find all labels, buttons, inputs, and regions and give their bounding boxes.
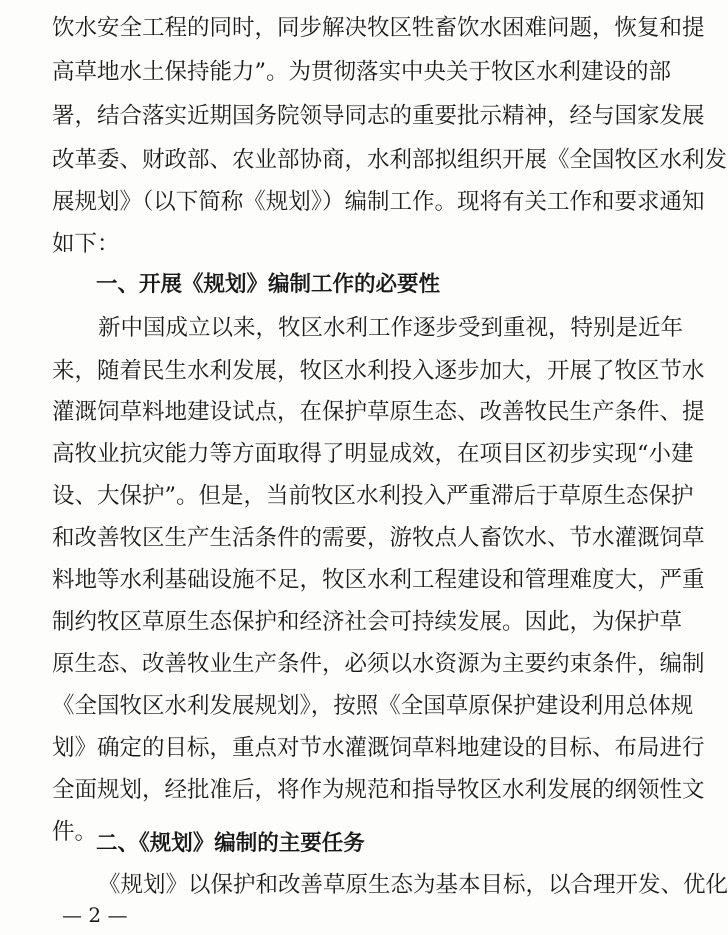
body-text-line: 划》确定的目标，重点对节水灌溉饲草料地建设的目标、布局进行: [52, 735, 705, 761]
body-text-line: 和改善牧区生产生活条件的需要，游牧点人畜饮水、节水灌溉饲草: [52, 525, 705, 551]
body-text-line: 署，结合落实近期国务院领导同志的重要批示精神，经与国家发展: [52, 103, 705, 129]
paragraph-first-line: 新中国成立以来，牧区水利工作逐步受到重视，特别是近年: [98, 315, 684, 341]
page-number: — 2 —: [62, 903, 128, 927]
body-text-line: 饮水安全工程的同时，同步解决牧区牲畜饮水困难问题，恢复和提: [52, 15, 705, 41]
body-text-line: 灌溉饲草料地建设试点，在保护草原生态、改善牧民生产条件、提: [52, 399, 705, 425]
body-text-line: 展规划》（以下简称《规划》）编制工作。现将有关工作和要求通知: [52, 189, 705, 215]
body-text-line: 《全国牧区水利发展规划》，按照《全国草原保护建设利用总体规: [52, 693, 694, 719]
body-text-line: 料地等水利基础设施不足，牧区水利工程建设和管理难度大，严重: [52, 567, 705, 593]
section-heading-2: 二、《规划》编制的主要任务: [96, 831, 365, 856]
section-heading-1: 一、开展《规划》编制工作的必要性: [96, 272, 441, 297]
body-text-line: 高牧业抗灾能力等方面取得了明显成效，在项目区初步实现“小建: [52, 441, 694, 467]
body-text-line: 来，随着民生水利发展，牧区水利投入逐步加大，开展了牧区节水: [52, 358, 705, 384]
body-text-line: 件。: [52, 819, 98, 845]
body-text-line: 设、大保护”。但是，当前牧区水利投入严重滞后于草原生态保护: [52, 483, 694, 509]
body-text-line: 改革委、财政部、农业部协商，水利部拟组织开展《全国牧区水利发: [52, 147, 728, 173]
body-text-line: 高草地水土保持能力”。为贯彻落实中央关于牧区水利建设的部: [52, 59, 672, 85]
paragraph-first-line: 《规划》以保护和改善草原生态为基本目标，以合理开发、优化: [98, 872, 728, 898]
body-text-line: 原生态、改善牧业生产条件，必须以水资源为主要约束条件，编制: [52, 651, 705, 677]
body-text-line: 制约牧区草原生态保护和经济社会可持续发展。因此，为保护草: [52, 609, 683, 635]
body-text-line: 如下：: [52, 231, 120, 257]
body-text-line: 全面规划，经批准后，将作为规范和指导牧区水利发展的纲领性文: [52, 777, 705, 803]
